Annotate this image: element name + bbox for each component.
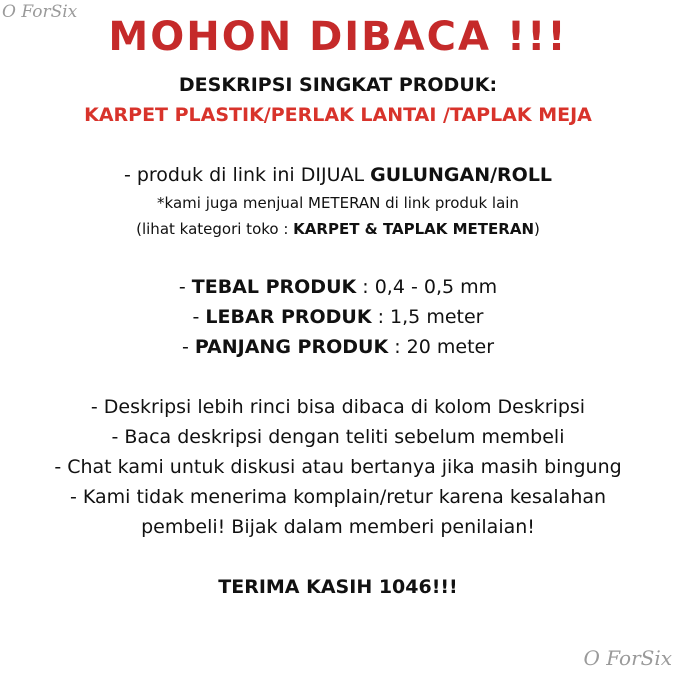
headline-title: MOHON DIBACA !!! — [108, 14, 568, 60]
spec-thickness — [0, 272, 676, 302]
sale-type-prefix: - produk di link ini DIJUAL — [123, 164, 371, 186]
spec-value: : 0,4 - 0,5 mm — [356, 276, 498, 298]
watermark-bottom: O ForSix — [583, 646, 672, 670]
note-line: pembeli! Bijak dalam memberi penilaian! — [141, 516, 535, 538]
note-line: - Baca deskripsi dengan teliti sebelum membeli — [111, 426, 565, 448]
spec-value: : 1,5 meter — [371, 306, 484, 328]
spec-prefix: - — [181, 336, 195, 358]
spec-prefix: - — [192, 306, 206, 328]
note-line: - Kami tidak menerima komplain/retur karena kesalahan — [69, 486, 607, 508]
section-title: DESKRIPSI SINGKAT PRODUK: — [178, 74, 498, 96]
category-suffix: ) — [534, 220, 540, 238]
product-name: KARPET PLASTIK/PERLAK LANTAI /TAPLAK MEJA — [84, 104, 592, 126]
spec-width — [0, 302, 676, 332]
description-block — [0, 70, 676, 602]
note-line: - Chat kami untuk diskusi atau bertanya jika masih bingung — [54, 456, 622, 478]
spec-label: PANJANG PRODUK — [194, 336, 389, 358]
spec-length — [0, 332, 676, 362]
closing-thanks: TERIMA KASIH 1046!!! — [218, 576, 458, 598]
sale-type-bold: GULUNGAN/ROLL — [370, 164, 553, 186]
spec-prefix: - — [178, 276, 192, 298]
category-note — [0, 216, 676, 242]
category-prefix: (lihat kategori toko : — [136, 220, 294, 238]
note-line: - Deskripsi lebih rinci bisa dibaca di kolom Deskripsi — [90, 396, 586, 418]
spec-value: : 20 meter — [388, 336, 495, 358]
meteran-note: *kami juga menjual METERAN di link produk lain — [157, 194, 519, 212]
spec-label: TEBAL PRODUK — [191, 276, 357, 298]
watermark-top: O ForSix — [2, 2, 78, 22]
spec-label: LEBAR PRODUK — [205, 306, 372, 328]
category-bold: KARPET & TAPLAK METERAN — [293, 220, 534, 238]
sale-type-line — [0, 160, 676, 190]
